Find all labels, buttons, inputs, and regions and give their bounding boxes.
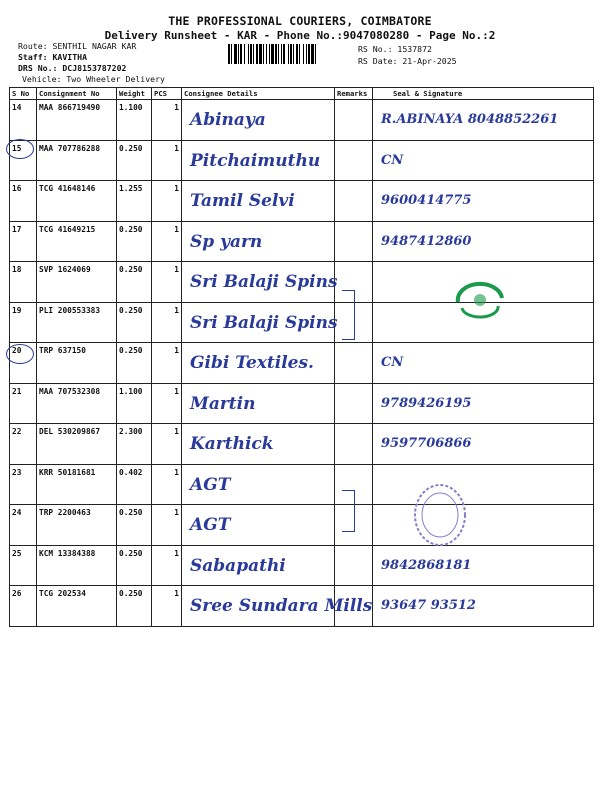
sno-value: 23 (12, 467, 22, 477)
consignment-value: TCG 202534 (39, 589, 86, 598)
circle-mark-15 (6, 139, 34, 159)
consignee-cell (182, 383, 335, 424)
consignee-cell (182, 505, 335, 546)
weight-cell (117, 140, 152, 181)
pcs-value: 1 (174, 265, 179, 274)
pcs-cell (152, 586, 182, 627)
pcs-value: 1 (174, 224, 179, 234)
pcs-value: 1 (174, 386, 179, 396)
green-seal-stamp (452, 280, 508, 320)
handwritten-consignee: AGT (190, 474, 231, 495)
circle-mark-20 (6, 344, 34, 364)
rs-number: RS No.: 1537872 (358, 44, 432, 54)
sno-cell (10, 464, 37, 505)
pcs-cell (152, 464, 182, 505)
sno-value: 18 (12, 265, 22, 274)
sno-value: 17 (12, 224, 22, 234)
handwritten-consignee: Pitchaimuthu (190, 150, 321, 171)
col-remarks: Remarks (335, 88, 373, 100)
consignee-cell (182, 181, 335, 222)
pcs-value: 1 (174, 589, 179, 598)
consignee-cell (182, 262, 338, 303)
weight-cell (117, 505, 152, 546)
consignment-cell (37, 464, 117, 505)
sno-cell (10, 302, 37, 343)
table-row (10, 505, 594, 546)
remarks-cell (335, 140, 373, 181)
weight-cell (117, 424, 152, 465)
sno-cell (10, 100, 37, 141)
sno-cell (10, 181, 37, 222)
table-header-row (10, 88, 594, 100)
weight-value: 0.250 (119, 508, 143, 517)
consignment-cell (37, 100, 117, 141)
handwritten-consignee: Sri Balaji Spins (190, 272, 338, 292)
consignment-value: SVP 1624069 (39, 265, 91, 274)
sno-value: 20 (12, 346, 22, 355)
pcs-value: 1 (174, 427, 179, 436)
table-row (10, 302, 594, 343)
weight-value: 0.250 (119, 548, 143, 558)
table-row (10, 343, 594, 384)
weight-cell (117, 464, 152, 505)
consignment-value: KCM 13384388 (39, 548, 96, 558)
signature-cell (373, 545, 594, 586)
pcs-cell (152, 343, 182, 384)
col-sno: S No (10, 88, 37, 100)
handwritten-signature: 9600414775 (381, 193, 472, 208)
handwritten-signature: CN (381, 152, 404, 168)
sno-cell (10, 586, 37, 627)
pcs-cell (152, 262, 182, 303)
company-title: THE PROFESSIONAL COURIERS, COIMBATORE (168, 14, 432, 28)
consignment-cell (37, 221, 117, 262)
remarks-cell (335, 100, 373, 141)
weight-cell (117, 343, 152, 384)
consignment-value: TRP 637150 (39, 346, 86, 355)
weight-cell (117, 302, 152, 343)
weight-value: 0.250 (119, 305, 143, 315)
consignment-value: TRP 2200463 (39, 508, 91, 517)
weight-cell (117, 262, 152, 303)
remarks-cell (335, 343, 373, 384)
sno-cell (10, 221, 37, 262)
bracket-mark-18-19 (342, 290, 355, 340)
sno-cell (10, 545, 37, 586)
table-row (10, 464, 594, 505)
weight-cell (117, 181, 152, 222)
signature-cell (373, 181, 594, 222)
sno-cell (10, 505, 37, 546)
bracket-mark-23-24 (342, 490, 355, 532)
remarks-cell (335, 383, 373, 424)
consignee-cell (182, 545, 335, 586)
table-row (10, 140, 594, 181)
weight-cell (117, 545, 152, 586)
col-consignment: Consignment No (37, 88, 117, 100)
consignment-cell (37, 545, 117, 586)
sno-value: 24 (12, 508, 22, 517)
consignment-value: MAA 707532308 (39, 386, 101, 396)
weight-value: 1.100 (119, 103, 143, 112)
table-row (10, 100, 594, 141)
table-row (10, 383, 594, 424)
signature-cell (373, 424, 594, 465)
signature-cell (373, 221, 594, 262)
consignee-cell (182, 302, 338, 343)
col-weight: Weight (117, 88, 152, 100)
remarks-cell (335, 545, 373, 586)
consignee-cell (182, 100, 335, 141)
staff-label: Staff: KAVITHA (18, 52, 88, 62)
sno-value: 15 (12, 143, 22, 153)
consignee-cell (182, 140, 335, 181)
vehicle-label: Vehicle: Two Wheeler Delivery (22, 74, 165, 84)
signature-cell (373, 383, 594, 424)
consignment-cell (37, 302, 117, 343)
signature-cell (373, 100, 594, 141)
consignment-value: PLI 200553383 (39, 305, 101, 315)
handwritten-consignee: Sree Sundara Mills (190, 596, 373, 616)
consignee-cell (182, 343, 335, 384)
consignment-cell (37, 343, 117, 384)
sno-value: 22 (12, 427, 22, 436)
handwritten-consignee: Martin (190, 393, 256, 414)
sno-value: 26 (12, 589, 22, 598)
weight-value: 0.402 (119, 467, 143, 477)
pcs-value: 1 (174, 548, 179, 558)
col-consignee: Consignee Details (182, 88, 335, 100)
pcs-cell (152, 545, 182, 586)
signature-cell (373, 343, 594, 384)
consignment-value: MAA 866719490 (39, 103, 101, 112)
signature-cell (373, 505, 594, 546)
pcs-cell (152, 383, 182, 424)
consignment-cell (37, 262, 117, 303)
sno-value: 19 (12, 305, 22, 315)
runsheet-table (9, 87, 594, 627)
consignment-value: MAA 707786288 (39, 143, 101, 153)
rs-date: RS Date: 21-Apr-2025 (358, 56, 457, 66)
remarks-cell (335, 181, 373, 222)
weight-value: 0.250 (119, 589, 143, 598)
route-label: Route: SENTHIL NAGAR KAR (18, 41, 137, 51)
consignee-cell (182, 464, 335, 505)
weight-value: 1.255 (119, 184, 143, 193)
signature-cell (373, 140, 594, 181)
handwritten-signature: 93647 93512 (381, 598, 476, 613)
consignee-cell (182, 424, 335, 465)
pcs-cell (152, 221, 182, 262)
pcs-value: 1 (174, 508, 179, 517)
pcs-value: 1 (174, 305, 179, 315)
table-row (10, 586, 594, 627)
remarks-cell (335, 424, 373, 465)
weight-value: 0.250 (119, 143, 143, 153)
pcs-value: 1 (174, 467, 179, 477)
weight-value: 1.100 (119, 386, 143, 396)
drs-label: DRS No.: DCJ8153787202 (18, 63, 127, 73)
table-row (10, 181, 594, 222)
handwritten-signature: 9597706866 (381, 436, 472, 451)
consignment-cell (37, 424, 117, 465)
sno-cell (10, 383, 37, 424)
table-row (10, 424, 594, 465)
handwritten-consignee: Sri Balaji Spins (190, 312, 338, 333)
signature-cell (373, 586, 594, 627)
consignee-cell (182, 586, 373, 627)
handwritten-consignee: Tamil Selvi (190, 191, 295, 211)
pcs-cell (152, 505, 182, 546)
pcs-value: 1 (174, 103, 179, 112)
consignment-cell (37, 383, 117, 424)
sno-value: 16 (12, 184, 22, 193)
col-signature: Seal & Signature (373, 88, 594, 100)
signature-cell (373, 464, 594, 505)
handwritten-consignee: Sp yarn (190, 231, 263, 252)
handwritten-consignee: Gibi Textiles. (190, 353, 314, 373)
handwritten-signature: CN (381, 355, 404, 370)
runsheet-subtitle: Delivery Runsheet - KAR - Phone No.:9047080280 - Page No.:2 (104, 29, 496, 42)
sno-value: 14 (12, 103, 22, 112)
pcs-cell (152, 424, 182, 465)
handwritten-signature: 9487412860 (381, 233, 472, 249)
consignment-cell (37, 140, 117, 181)
sno-value: 25 (12, 548, 22, 558)
sno-value: 21 (12, 386, 22, 396)
remarks-cell (335, 221, 373, 262)
weight-value: 0.250 (119, 224, 143, 234)
col-pcs: PCS (152, 88, 182, 100)
sno-cell (10, 262, 37, 303)
consignment-value: TCG 41648146 (39, 184, 96, 193)
handwritten-consignee: Abinaya (190, 110, 266, 130)
sno-cell (10, 424, 37, 465)
consignment-value: DEL 530209867 (39, 427, 101, 436)
pcs-cell (152, 181, 182, 222)
weight-value: 2.300 (119, 427, 143, 436)
handwritten-consignee: Sabapathi (190, 555, 286, 576)
weight-cell (117, 586, 152, 627)
blue-circular-stamp (412, 482, 468, 548)
consignment-value: KRR 50181681 (39, 467, 96, 477)
pcs-value: 1 (174, 143, 179, 153)
handwritten-signature: R.ABINAYA 8048852261 (381, 112, 559, 127)
pcs-cell (152, 302, 182, 343)
handwritten-consignee: AGT (190, 515, 231, 535)
consignment-cell (37, 181, 117, 222)
consignee-cell (182, 221, 335, 262)
table-row (10, 545, 594, 586)
table-row (10, 221, 594, 262)
weight-cell (117, 383, 152, 424)
weight-value: 0.250 (119, 265, 143, 274)
consignment-cell (37, 505, 117, 546)
handwritten-signature: 9842868181 (381, 557, 472, 573)
handwritten-signature: 9789426195 (381, 395, 472, 411)
pcs-cell (152, 100, 182, 141)
handwritten-consignee: Karthick (190, 434, 274, 454)
remarks-cell (335, 586, 373, 627)
consignment-cell (37, 586, 117, 627)
pcs-cell (152, 140, 182, 181)
weight-cell (117, 100, 152, 141)
weight-value: 0.250 (119, 346, 143, 355)
consignment-value: TCG 41649215 (39, 224, 96, 234)
weight-cell (117, 221, 152, 262)
pcs-value: 1 (174, 184, 179, 193)
barcode (228, 44, 352, 64)
pcs-value: 1 (174, 346, 179, 355)
